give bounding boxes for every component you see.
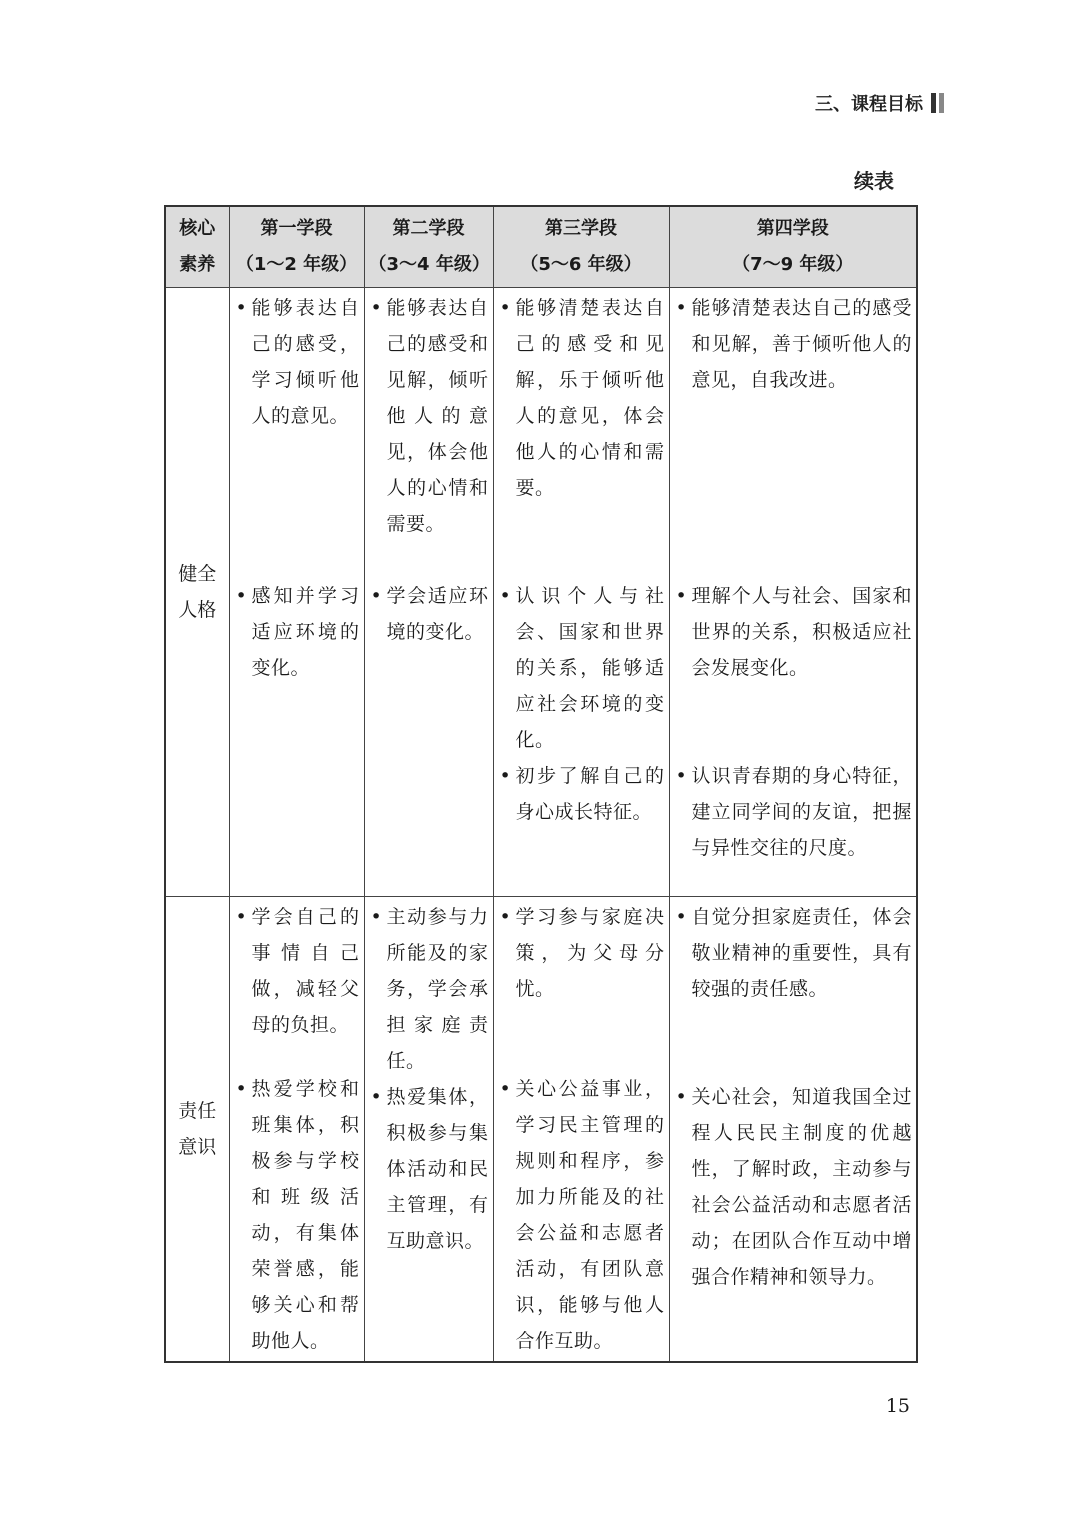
goal-item: • 关心公益事业，学习民主管理的规则和程序，参加力所能及的社会公益和志愿者活动，有团队意识，能够与他人合作互助。 bbox=[500, 1071, 665, 1359]
goal-item: • 自觉分担家庭责任，体会敬业精神的重要性，具有较强的责任感。 bbox=[676, 899, 913, 1079]
stage-1-cell bbox=[229, 288, 364, 897]
stage-4-cell bbox=[669, 288, 917, 897]
goal-item: • 学会自己的事情自己做，减轻父母的负担。 bbox=[236, 899, 360, 1071]
goal-item: • 主动参与力所能及的家务，学会承担家庭责任。 bbox=[371, 899, 489, 1079]
chapter-title: 三、课程目标 bbox=[815, 94, 923, 115]
goal-item: • 认识个人与社会、国家和世界的关系，能够适应社会环境的变化。 bbox=[500, 578, 665, 758]
stage-3-cell bbox=[493, 288, 669, 897]
goal-item: • 能够清楚表达自己的感受和见解，乐于倾听他人的意见，体会他人的心情和需要。 bbox=[500, 290, 665, 578]
table-row bbox=[165, 897, 917, 1363]
goal-item: • 能够清楚表达自己的感受和见解，善于倾听他人的意见，自我改进。 bbox=[676, 290, 913, 578]
goal-item: • 认识青春期的身心特征，建立同学间的友谊，把握与异性交往的尺度。 bbox=[676, 758, 913, 866]
curriculum-goals-table bbox=[164, 205, 918, 1363]
header-core: 核心 素养 bbox=[165, 206, 229, 288]
goal-item: • 热爱集体，积极参与集体活动和民主管理，有互助意识。 bbox=[371, 1079, 489, 1259]
goal-item: • 感知并学习适应环境的变化。 bbox=[236, 578, 360, 686]
stage-4-cell bbox=[669, 897, 917, 1363]
goal-item: • 学习参与家庭决策，为父母分忧。 bbox=[500, 899, 665, 1071]
table-header-row bbox=[165, 206, 917, 288]
goal-item: • 初步了解自己的身心成长特征。 bbox=[500, 758, 665, 830]
header-stage-4: 第四学段 （7～9 年级） bbox=[669, 206, 917, 288]
goal-item: • 理解个人与社会、国家和世界的关系，积极适应社会发展变化。 bbox=[676, 578, 913, 758]
header-stage-3: 第三学段 （5～6 年级） bbox=[493, 206, 669, 288]
page-number: 15 bbox=[885, 1395, 910, 1417]
goal-item: • 学会适应环境的变化。 bbox=[371, 578, 489, 650]
table-row bbox=[165, 288, 917, 897]
header-stage-1: 第一学段 （1～2 年级） bbox=[229, 206, 364, 288]
stage-2-cell bbox=[364, 288, 493, 897]
table-continued-label: 续表 bbox=[854, 169, 894, 193]
goal-item: • 能够表达自己的感受，学习倾听他人的意见。 bbox=[236, 290, 360, 578]
core-cell: 健全 人格 bbox=[165, 288, 229, 897]
stage-2-cell bbox=[364, 897, 493, 1363]
core-cell: 责任 意识 bbox=[165, 897, 229, 1363]
goal-item: • 关心社会，知道我国全过程人民民主制度的优越性，了解时政，主动参与社会公益活动和志愿者活动；在团队合作互动中增强合作精神和领导力。 bbox=[676, 1079, 913, 1295]
goal-item: • 能够表达自己的感受和见解，倾听他人的意见，体会他人的心情和需要。 bbox=[371, 290, 489, 578]
chapter-marker-icon bbox=[931, 93, 944, 113]
stage-1-cell bbox=[229, 897, 364, 1363]
chapter-header bbox=[815, 90, 944, 116]
goal-item: • 热爱学校和班集体，积极参与学校和班级活动，有集体荣誉感，能够关心和帮助他人。 bbox=[236, 1071, 360, 1359]
header-stage-2: 第二学段 （3～4 年级） bbox=[364, 206, 493, 288]
stage-3-cell bbox=[493, 897, 669, 1363]
